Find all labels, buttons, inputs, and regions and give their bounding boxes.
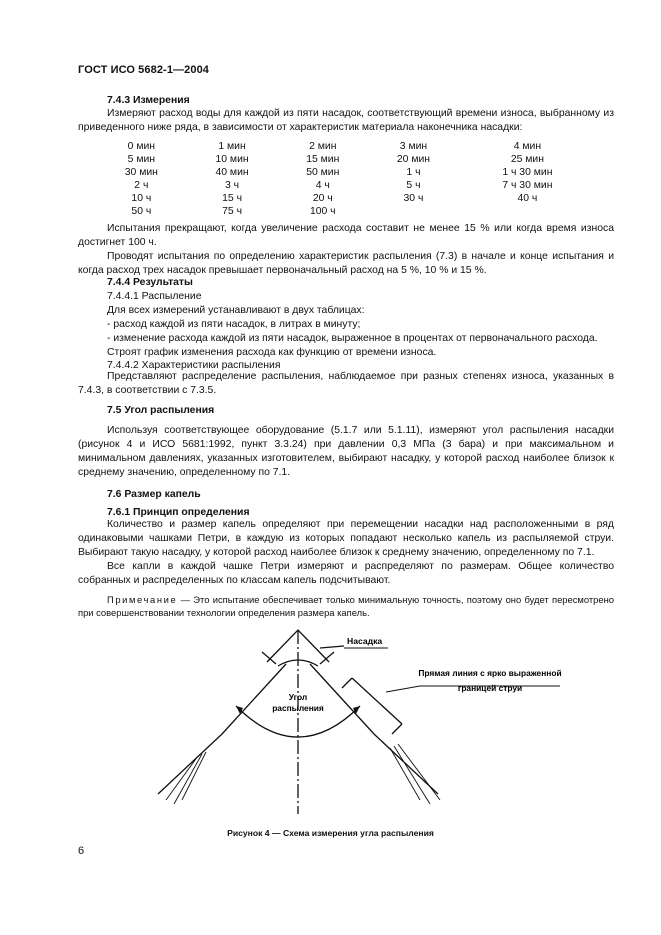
table-cell: 7 ч 30 мин [502,180,553,192]
table-cell: 40 ч [517,193,538,205]
table-cell: 5 ч [406,180,421,192]
s743-paragraph-3: Проводят испытания по определению характеристик распыления (7.3) в начале и конце испытания и когда расход трех насадок превышает первоначальный расход на 5 %, 10 % и 15 %. [78,251,614,276]
page-number: 6 [78,845,85,857]
table-cell: 4 мин [513,141,542,152]
table-cell: 10 мин [215,154,249,166]
table-cell: 100 ч [309,206,336,218]
document-header: ГОСТ ИСО 5682-1—2004 [78,64,210,76]
table-cell: 5 мин [127,154,156,166]
edge-label-line-2: границей струи [457,683,523,693]
table-cell: 0 мин [127,141,156,152]
table-cell: 20 ч [312,193,333,205]
table-cell: 20 мин [396,154,431,166]
wear-time-table [96,140,596,219]
s744-sub-1: 7.4.4.1 Распыление [107,291,202,302]
dimension-tick-top [342,678,352,688]
spray-left-2 [174,754,202,804]
table-cell [459,205,596,218]
edge-label-line-1: Прямая линия с ярко выраженной [418,668,562,678]
section-75-title: 7.5 Угол распыления [107,405,215,416]
section-744-title: 7.4.4 Результаты [107,277,193,288]
angle-label-2: распыления [272,703,324,713]
table-cell: 15 ч [222,193,242,205]
table-cell: 30 ч [403,193,424,205]
spray-right-2 [394,746,430,804]
s744-sub-2: 7.4.4.2 Характеристики распыления [107,360,281,371]
s744-line-3: - изменение расхода каждой из пяти насадок, выраженное в процентах от первоначального расхода. [107,333,598,344]
table-cell: 3 мин [399,141,428,152]
table-cell: 1 ч [406,167,421,179]
table-cell: 30 мин [124,167,158,179]
table-cell: 1 мин [218,141,246,152]
table-row [96,205,596,218]
table-cell: 3 ч [225,180,240,192]
s76-paragraph-2: Все капли в каждой чашке Петри измеряют и распределяют по размерам. Общее количество собранных и распределенных по классам капель подсчитывают. [78,561,614,586]
table-cell: 15 мин [306,154,340,166]
spray-left-3 [182,752,206,800]
s744-line-4: Строят график изменения расхода как функцию от времени износа. [107,347,437,358]
dimension-tick-bottom [392,724,402,734]
section-76-title: 7.6 Размер капель [107,489,201,500]
nozzle-tip-right [320,652,334,664]
s744-paragraph-5: Представляют распределение распыления, наблюдаемое при разных степенях износа, указанных в 7.4.3, в соответствии с 7.3.5. [78,371,614,396]
s743-paragraph-1: Измеряют расход воды для каждой из пяти насадок, соответствующий времени износа, выбранному из приведенного ниже ряда, в зависимости от характеристик материала наконечника насадки: [78,108,614,133]
table-cell: 4 ч [315,180,330,192]
nozzle-leader [320,646,344,648]
table-cell: 1 ч 30 мин [502,167,553,179]
table-cell: 2 мин [309,141,337,152]
nozzle-label: Насадка [347,636,383,646]
s744-line-1: Для всех измерений устанавливают в двух таблицах: [107,305,365,316]
table-row [96,179,596,192]
note-text: — Это испытание обеспечивает только минимальную точность, поэтому оно будет пересмотрено при совершенствовании технологии определения размера капель. [78,594,614,618]
table-cell: 40 мин [215,167,249,179]
dimension-line [352,678,402,724]
table-cell: 50 мин [306,167,340,179]
s76-paragraph-1: Количество и размер капель определяют при перемещении насадки над расположенными в ряд одинаковыми чашками Петри, в каждую из которых попадают несколько капель из распыляемой струи. Выбирают такую насадку, у которой расход наиболее близок к среднему значению, определенному по 7.1. [78,519,614,558]
table-cell: 2 ч [134,180,149,192]
s75-paragraph: Используя соответствующее оборудование (5.1.7 или 5.1.11), измеряют угол распыления насадки (рисунок 4 и ИСО 5681:1992, пункт 3.3.24) при давлении 0,3 МПа (3 бара) и при максимальном и минимальном давлениях, указанных изготовителем, выбирают насадку, у которой расход наиболее близок к среднему значению, определенному по 7.1. [78,425,614,478]
table-row [96,192,596,205]
s744-line-2: - расход каждой из пяти насадок, в литрах в минуту; [107,319,361,330]
table-cell: 25 мин [510,154,544,166]
table-row [96,140,596,153]
s743-paragraph-2: Испытания прекращают, когда увеличение расхода составит не менее 15 % или когда время износа достигнет 100 ч. [78,223,614,248]
table-cell: 10 ч [131,193,152,205]
nozzle-tip-left [262,652,276,664]
spray-angle-figure [0,628,661,823]
figure-caption: Рисунок 4 — Схема измерения угла распыления [227,828,434,838]
table-cell: 50 ч [131,206,152,218]
note-label: Примечание [107,594,178,605]
section-743-title: 7.4.3 Измерения [107,95,190,106]
table-cell [368,205,459,218]
note [78,593,614,619]
table-cell: 75 ч [222,206,242,218]
angle-label-1: Угол [288,692,308,702]
edge-label-leader [386,686,420,692]
section-761-title: 7.6.1 Принцип определения [107,507,250,518]
spray-right-1 [390,748,420,800]
table-row [96,166,596,179]
table-row [96,153,596,166]
